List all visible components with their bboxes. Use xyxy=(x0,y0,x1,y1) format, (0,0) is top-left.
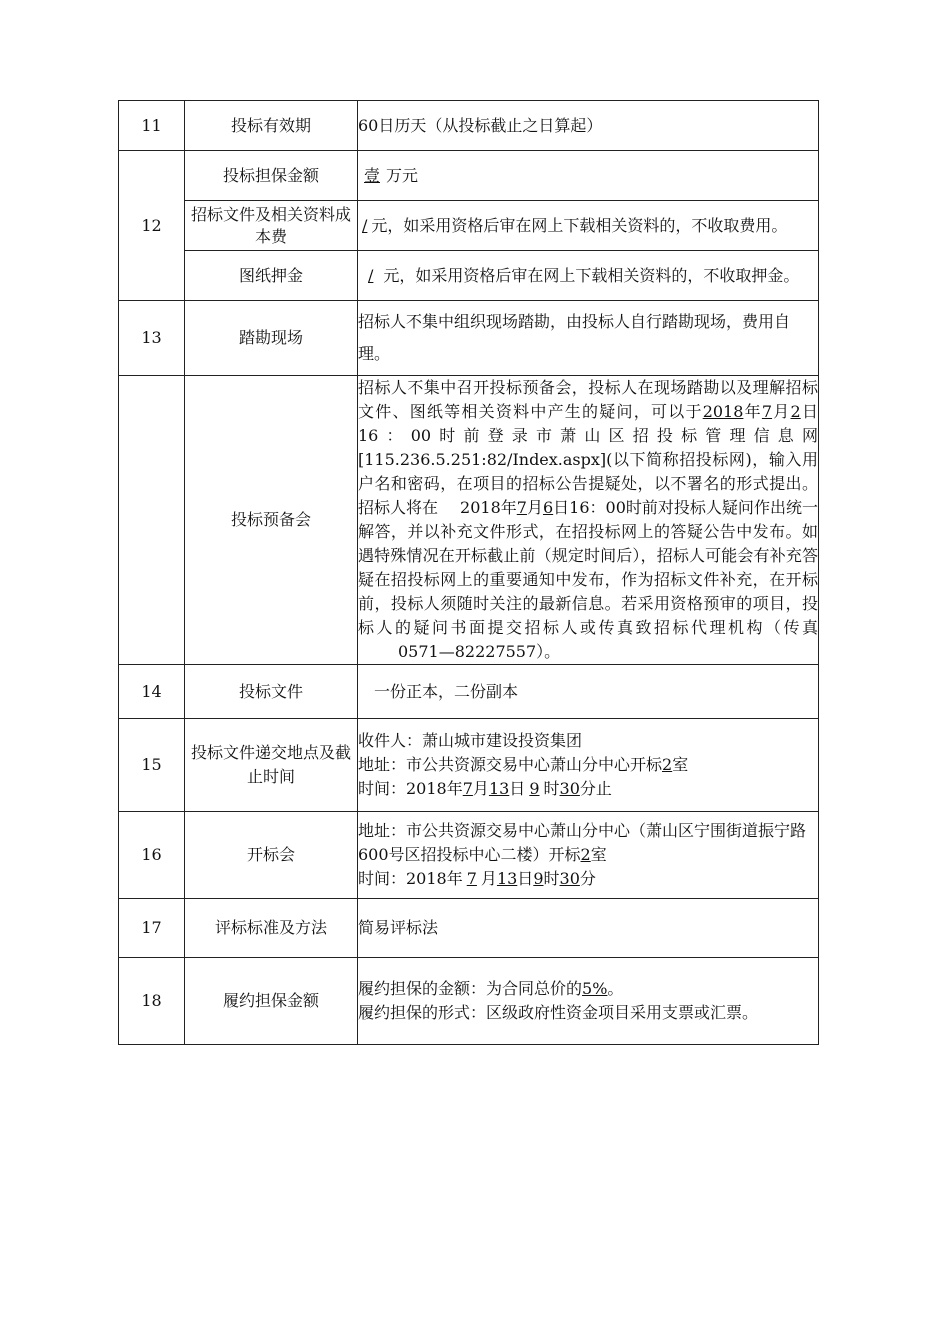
day-unit: 日 xyxy=(517,869,534,888)
row-number: 18 xyxy=(119,958,185,1045)
item-label: 图纸押金 xyxy=(185,251,358,301)
hour-unit: 时 xyxy=(543,869,560,888)
item-label: 评标标准及方法 xyxy=(185,899,358,958)
time-prefix: 时间：2018年 xyxy=(358,779,463,798)
month-unit: 月 xyxy=(480,869,497,888)
table-row xyxy=(119,958,819,1045)
item-content xyxy=(358,376,819,665)
item-content xyxy=(358,251,819,301)
address-text: 地址：市公共资源交易中心萧山分中心（萧山区宁围街道振宁路600号区招投标中心二楼）开标 xyxy=(358,821,807,864)
item-label: 投标担保金额 xyxy=(185,151,358,201)
item-content xyxy=(358,201,819,251)
year-unit: 年 xyxy=(500,498,517,517)
fax-number: 0571—82227557 xyxy=(398,642,537,661)
table-row xyxy=(119,251,819,301)
hour-unit: 时 xyxy=(543,779,560,798)
row-number: 16 xyxy=(119,812,185,899)
row-number xyxy=(119,376,185,665)
opening-month: 7 xyxy=(466,869,477,888)
month-unit: 月 xyxy=(472,779,489,798)
room-unit: 室 xyxy=(590,845,607,864)
month-unit: 月 xyxy=(526,498,543,517)
submission-deadline xyxy=(358,777,818,801)
deadline-minute: 30 xyxy=(559,779,580,798)
deadline-day: 13 xyxy=(488,779,510,798)
row-number: 15 xyxy=(119,719,185,812)
item-content: 简易评标法 xyxy=(358,899,819,958)
bond-amount-end: 。 xyxy=(607,979,624,998)
item-content: 一份正本，二份副本 xyxy=(358,665,819,719)
guarantee-unit: 万元 xyxy=(386,165,419,185)
table-row xyxy=(119,101,819,151)
day-unit: 日 xyxy=(509,779,526,798)
row-number: 12 xyxy=(119,151,185,301)
opening-minute: 30 xyxy=(559,869,580,888)
answer-deadline-day: 6 xyxy=(542,498,554,517)
table-row xyxy=(119,376,819,665)
opening-day: 13 xyxy=(496,869,518,888)
prebid-text-3: 日16：00时前对投标人疑问作出统一解答，并以补充文件形式，在招投标网上的答疑公告中发布。如遇特殊情况在开标截止前（规定时间后），招标人可能会有补充答疑在招投标网上的重要通知中发布，作为招标文件补充，在开标前，投标人须随时关注的最新信息。若采用资格预审的项目，投标人的疑问书面提交招标人或传真致招标代理机构（传真 xyxy=(358,498,818,637)
drawing-deposit: / xyxy=(368,265,374,285)
item-content xyxy=(358,151,819,201)
minute-unit: 分止 xyxy=(579,779,612,798)
submission-address xyxy=(358,753,818,777)
prebid-text-4: ）。 xyxy=(536,642,561,661)
prebid-text-1: 招标人不集中召开投标预备会，投标人在现场踏勘以及理解招标文件、图纸等相关资料中产生的疑问，可以于 xyxy=(358,378,818,421)
room-number: 2 xyxy=(580,845,591,864)
item-content xyxy=(358,719,819,812)
deadline-month: 7 xyxy=(462,779,473,798)
performance-bond-form: 履约担保的形式：区级政府性资金项目采用支票或汇票。 xyxy=(358,1003,759,1022)
row-number: 14 xyxy=(119,665,185,719)
item-content: 60日历天（从投标截止之日算起） xyxy=(358,101,819,151)
table-row xyxy=(119,201,819,251)
item-label: 踏勘现场 xyxy=(185,301,358,376)
item-label: 履约担保金额 xyxy=(185,958,358,1045)
bond-amount-text: 履约担保的金额：为合同总价的 xyxy=(358,979,583,998)
document-fee-note: 元，如采用资格后审在网上下载相关资料的，不收取费用。 xyxy=(371,215,788,235)
item-content: 招标人不集中组织现场踏勘，由投标人自行踏勘现场，费用自理。 xyxy=(358,301,819,376)
room-number: 2 xyxy=(662,755,673,774)
minute-unit: 分 xyxy=(579,869,596,888)
answer-deadline-month: 7 xyxy=(516,498,527,517)
item-label: 投标有效期 xyxy=(185,101,358,151)
question-deadline-month: 7 xyxy=(761,402,773,421)
prebid-text-2: 日16：00时前登录市萧山区招投标管理信息网[115.236.5.251:82/Index.aspx](以下简称招投标网)，输入用户名和密码，在项目的招标公告提疑处，以不署名的形式提出。招标人将在 xyxy=(358,402,818,517)
month-unit: 月 xyxy=(772,402,791,421)
item-label: 投标预备会 xyxy=(185,376,358,665)
year-unit: 年 xyxy=(743,402,762,421)
opening-address xyxy=(358,819,818,867)
address-text: 地址：市公共资源交易中心萧山分中心开标 xyxy=(358,755,663,774)
row-number: 13 xyxy=(119,301,185,376)
recipient: 收件人：萧山城市建设投资集团 xyxy=(358,731,583,750)
bond-percent: 5% xyxy=(582,979,608,998)
document-fee: / xyxy=(362,215,368,235)
bid-info-table xyxy=(118,100,819,1045)
time-prefix: 时间：2018年 xyxy=(358,869,463,888)
question-deadline-day: 2 xyxy=(790,402,801,421)
question-deadline-year: 2018 xyxy=(702,402,744,421)
deadline-hour: 9 xyxy=(529,779,540,798)
table-row xyxy=(119,719,819,812)
row-number: 11 xyxy=(119,101,185,151)
table-row xyxy=(119,665,819,719)
table-row xyxy=(119,899,819,958)
item-label: 投标文件 xyxy=(185,665,358,719)
item-content xyxy=(358,812,819,899)
guarantee-amount: 壹 xyxy=(364,165,381,185)
item-label: 投标文件递交地点及截止时间 xyxy=(185,719,358,812)
item-content xyxy=(358,958,819,1045)
performance-bond-amount xyxy=(358,977,818,1001)
table-row xyxy=(119,812,819,899)
table-row xyxy=(119,151,819,201)
room-unit: 室 xyxy=(672,755,689,774)
opening-hour: 9 xyxy=(533,869,544,888)
item-label: 招标文件及相关资料成本费 xyxy=(185,201,358,251)
row-number: 17 xyxy=(119,899,185,958)
item-label: 开标会 xyxy=(185,812,358,899)
answer-deadline-year: 2018 xyxy=(460,498,501,517)
opening-time xyxy=(358,867,818,891)
table-row xyxy=(119,301,819,376)
drawing-deposit-note: 元，如采用资格后审在网上下载相关资料的，不收取押金。 xyxy=(383,265,800,285)
